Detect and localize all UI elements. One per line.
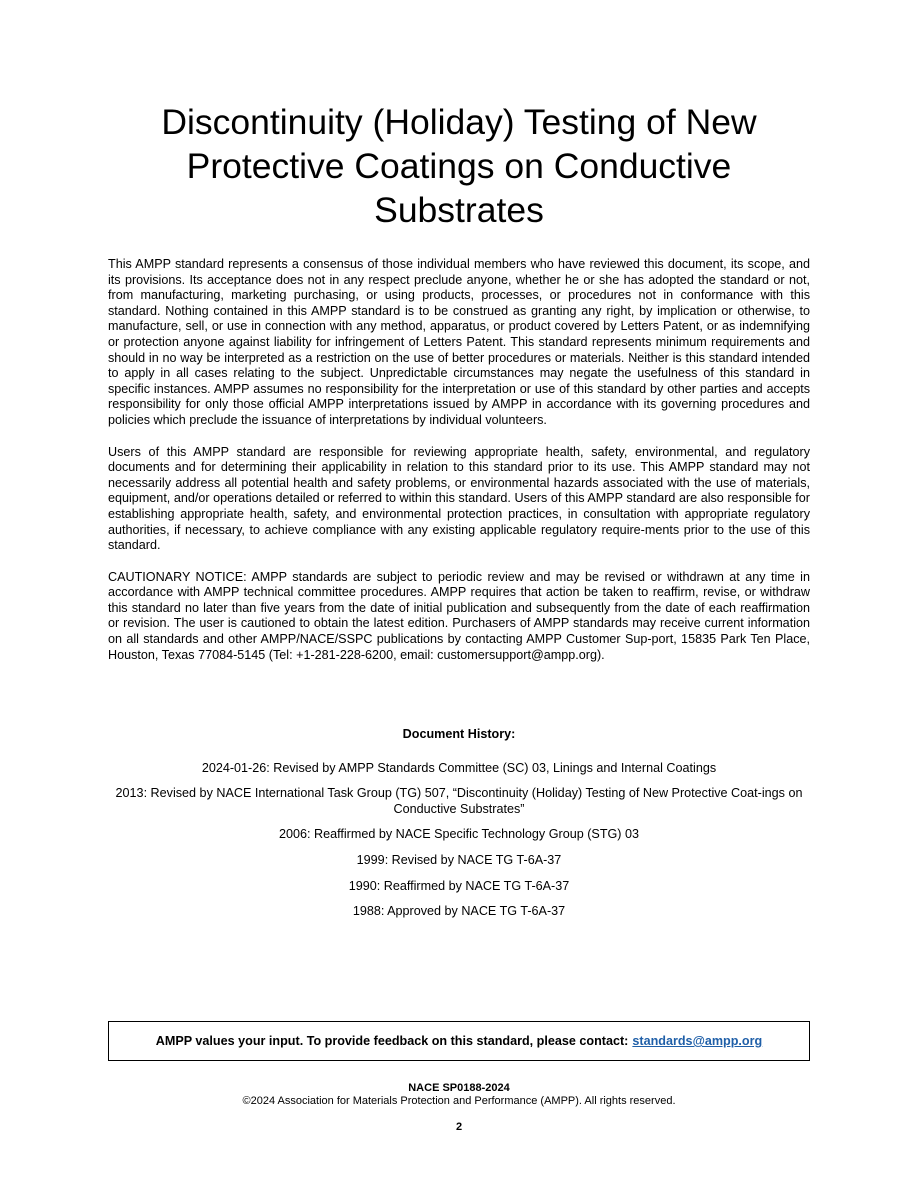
consensus-paragraph: This AMPP standard represents a consensus of those individual members who have reviewed this document, its scope, and its provisions. Its acceptance does not in any respect preclude anyone, whether he or she has adopted the standard or not, from manufacturing, marketing purchasing, or using products, processes, or procedures not in conformance with this standard. Nothing contained in this AMPP standard is to be construed as granting any right, by implication or otherwise, to manufacture, sell, or use in connection with any method, apparatus, or product covered by Letters Patent, or as indemnifying or protection anyone against liability for infringement of Letters Patent. This standard represents minimum requirements and should in no way be interpreted as a restriction on the use of better procedures or materials. Neither is this standard intended to apply in all cases relating to the subject. Unpredictable circumstances may negate the usefulness of this standard in specific instances. AMPP assumes no responsibility for the interpretation or use of this standard by other parties and accepts responsibility for only those official AMPP interpretations issued by AMPP in accordance with its governing procedures and policies which preclude the issuance of interpretations by individual volunteers. xyxy=(108,257,810,427)
history-entry: 1999: Revised by NACE TG T-6A-37 xyxy=(356,852,562,867)
feedback-text: AMPP values your input. To provide feedback on this standard, please contact: xyxy=(155,1034,629,1048)
copyright-notice: ©2024 Association for Materials Protection and Performance (AMPP). All rights reserved. xyxy=(242,1095,676,1107)
document-id: NACE SP0188-2024 xyxy=(408,1082,510,1094)
document-history xyxy=(108,727,810,930)
feedback-box xyxy=(108,1021,810,1061)
history-entry: 2024-01-26: Revised by AMPP Standards Committee (SC) 03, Linings and Internal Coatings xyxy=(201,760,717,775)
user-responsibility-paragraph: Users of this AMPP standard are responsible for reviewing appropriate health, safety, environmental, and regulatory documents and for determining their applicability in relation to this standard prior to its use. This AMPP standard may not necessarily address all potential health and safety problems, or environmental hazards associated with the use of materials, equipment, and/or operations detailed or referred to within this standard. Users of this AMPP standard are also responsible for establishing appropriate health, safety, and environmental protection practices, in consultation with appropriate regulatory authorities, if necessary, to achieve compliance with any existing applicable regulatory require-ments prior to the use of this standard. xyxy=(108,444,810,553)
page-title: Discontinuity (Holiday) Testing of New Protective Coatings on Conductive Substrates xyxy=(161,102,757,230)
history-entry: 1990: Reaffirmed by NACE TG T-6A-37 xyxy=(348,878,570,893)
history-heading: Document History: xyxy=(402,727,516,741)
disclaimer-section xyxy=(108,257,810,679)
feedback-email-link[interactable]: standards@ampp.org xyxy=(632,1034,763,1048)
page-number: 2 xyxy=(455,1121,463,1133)
history-entry: 2013: Revised by NACE International Task Group (TG) 507, “Discontinuity (Holiday) Testing of New Protective Coat-ings on Conductive Substrates” xyxy=(115,786,803,816)
history-entry: 2006: Reaffirmed by NACE Specific Technology Group (STG) 03 xyxy=(278,827,640,842)
cautionary-notice-paragraph: CAUTIONARY NOTICE: AMPP standards are subject to periodic review and may be revised or withdrawn at any time in accordance with AMPP technical committee procedures. AMPP requires that action be taken to reaffirm, revise, or withdraw this standard no later than five years from the date of initial publication and subsequently from the date of each reaffirmation or revision. The user is cautioned to obtain the latest edition. Purchasers of AMPP standards may receive current information on all standards and other AMPP/NACE/SSPC publications by contacting AMPP Customer Sup-port, 15835 Park Ten Place, Houston, Texas 77084-5145 (Tel: +1-281-228-6200, email: customersupport@ampp.org). xyxy=(108,569,810,662)
page-footer xyxy=(108,1082,810,1134)
history-entry: 1988: Approved by NACE TG T-6A-37 xyxy=(352,904,566,919)
